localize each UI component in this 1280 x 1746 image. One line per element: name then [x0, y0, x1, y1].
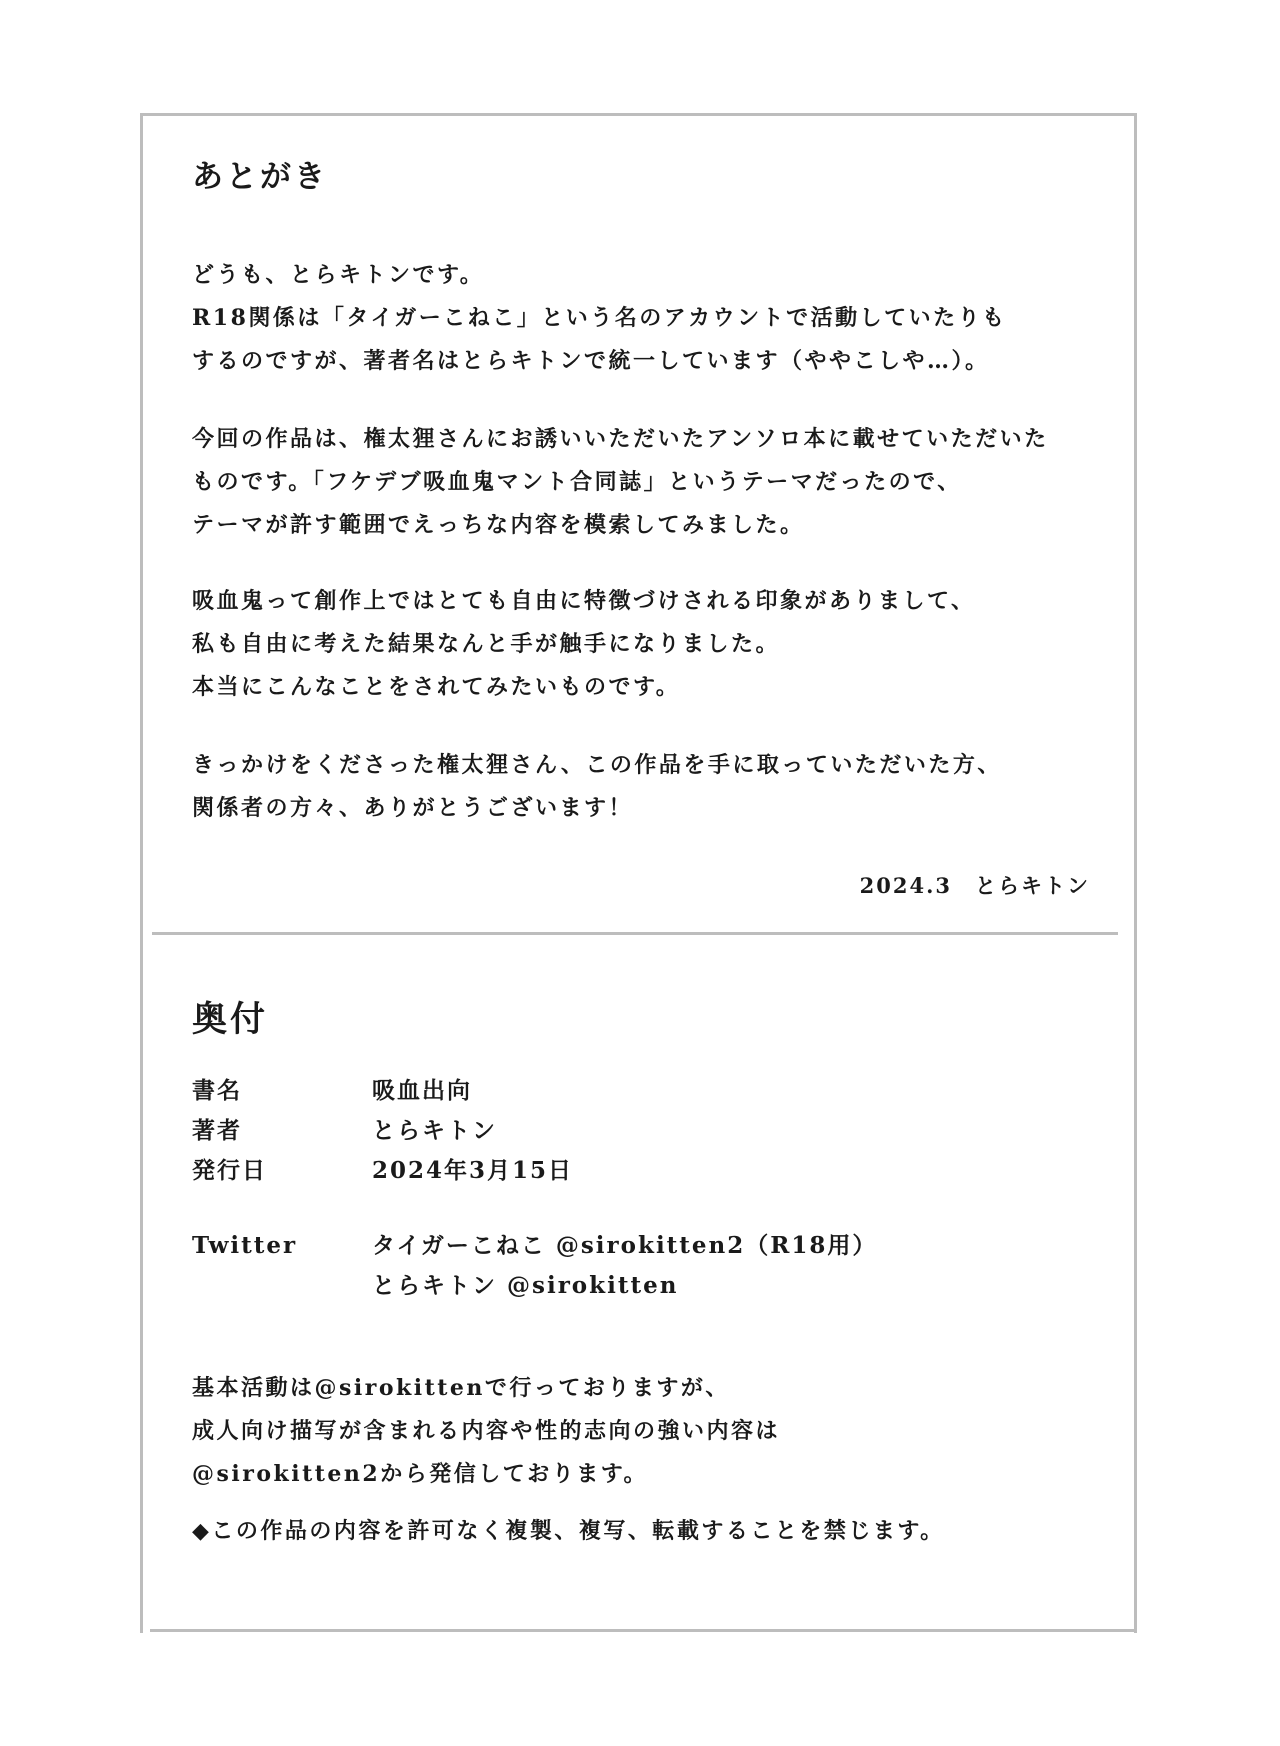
twitter-account-main: とらキトン @sirokitten [372, 1272, 679, 1299]
text-line: 関係者の方々、ありがとうございます！ [192, 795, 634, 821]
text-line: テーマが許す範囲でえっちな内容を模索してみました。 [192, 512, 805, 538]
afterword-signature: 2024.3 とらキトン [859, 873, 1090, 898]
colophon-row-twitter [192, 1227, 877, 1260]
colophon-row-author [192, 1112, 497, 1145]
afterword-paragraph-2 [192, 418, 1049, 547]
text-line: どうも、とらキトンです。 [192, 262, 485, 288]
afterword-paragraph-4 [192, 744, 1002, 830]
text-line: 吸血鬼って創作上ではとても自由に特徴づけされる印象がありまして、 [192, 588, 976, 614]
text-line: 今回の作品は、権太狸さんにお誘いいただいたアンソロ本に載せていただいた [192, 426, 1049, 452]
colophon-notice [192, 1367, 780, 1496]
info-label: Twitter [192, 1232, 298, 1259]
text-line: 本当にこんなことをされてみたいものです。 [192, 674, 681, 700]
frame-left-line [140, 113, 143, 1633]
afterword-title: あとがき [192, 159, 328, 195]
info-label: 書名 [192, 1077, 242, 1104]
text-line: 成人向け描写が含まれる内容や性的志向の強い内容は [192, 1418, 781, 1444]
text-line: @sirokitten2から発信しております。 [192, 1461, 648, 1487]
frame-top-line [142, 113, 1137, 116]
info-label: 著者 [192, 1117, 242, 1144]
text-line: きっかけをくださった権太狸さん、この作品を手に取っていただいた方、 [192, 752, 1002, 778]
text-line: ものです。「フケデブ吸血鬼マント合同誌」というテーマだったので、 [192, 469, 962, 495]
frame-right-line [1134, 113, 1137, 1633]
text-line: 基本活動は@sirokittenで行っておりますが、 [192, 1375, 730, 1401]
info-value: 吸血出向 [372, 1077, 472, 1104]
copyright-notice [192, 1510, 945, 1553]
twitter-account-r18: タイガーこねこ @sirokitten2（R18用） [372, 1232, 878, 1259]
text-line: するのですが、著者名はとらキトンで統一しています（ややこしや…）。 [192, 348, 990, 374]
colophon-row-twitter-2 [192, 1267, 678, 1300]
copyright-text: ◆この作品の内容を許可なく複製、複写、転載することを禁じます。 [192, 1518, 945, 1544]
info-label: 発行日 [192, 1157, 267, 1184]
info-value: とらキトン [372, 1117, 497, 1144]
afterword-paragraph-3 [192, 580, 976, 709]
frame-bottom-line [150, 1629, 1135, 1632]
section-divider [152, 932, 1118, 935]
colophon-row-title [192, 1072, 472, 1105]
colophon-section [192, 999, 1092, 1602]
text-line: R18関係は「タイガーこねこ」という名のアカウントで活動していたりも [192, 305, 1007, 331]
colophon-row-date [192, 1152, 573, 1185]
info-value: 2024年3月15日 [372, 1157, 574, 1184]
text-line: 私も自由に考えた結果なんと手が触手になりました。 [192, 631, 781, 657]
colophon-title: 奥付 [192, 999, 269, 1040]
afterword-section [192, 159, 1092, 902]
afterword-paragraph-1 [192, 254, 1007, 383]
